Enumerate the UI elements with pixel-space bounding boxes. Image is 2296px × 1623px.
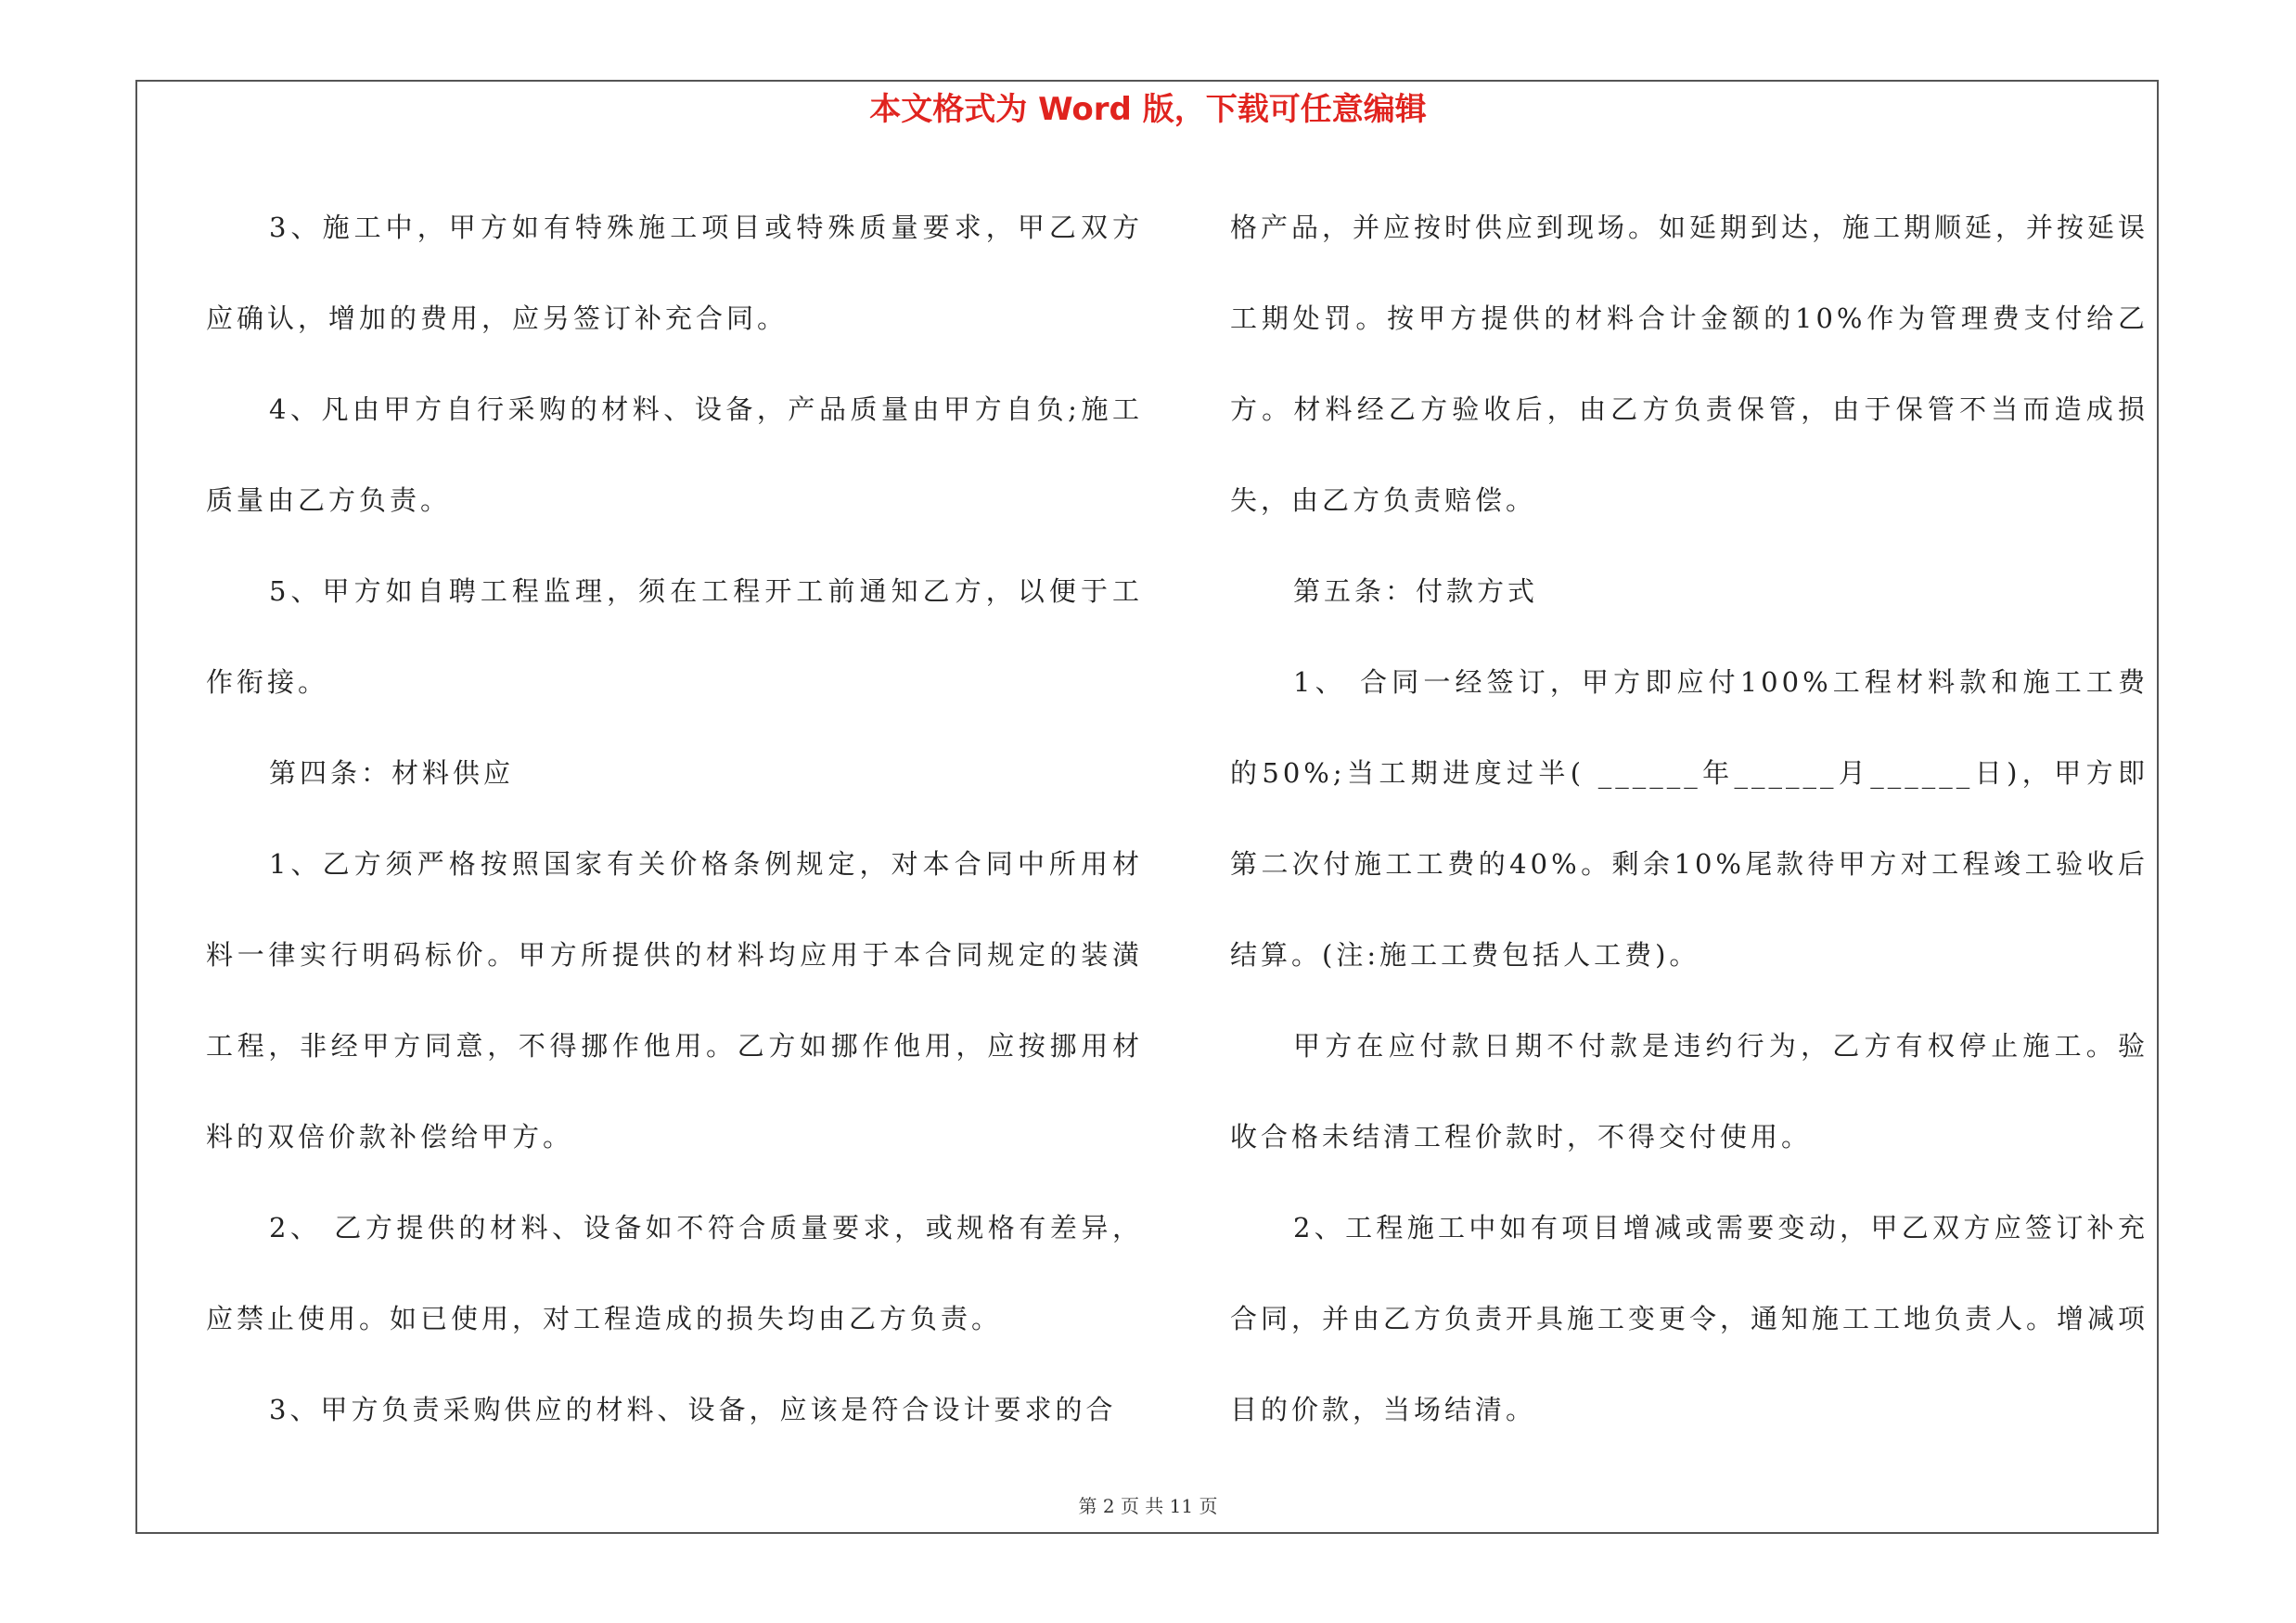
paragraph: 1、 合同一经签订，甲方即应付100%工程材料款和施工工费的50%;当工期进度过半( ______年______月______日)，甲方即第二次付施工工费的40%。剩余10%尾款待甲方对工程竣工验收后结算。(注:施工工费包括人工费)。: [1230, 666, 2148, 971]
paragraph: 1、乙方须严格按照国家有关价格条例规定，对本合同中所用材料一律实行明码标价。甲方所提供的材料均应用于本合同规定的装潢工程，非经甲方同意，不得挪作他用。乙方如挪作他用，应按挪用材料的双倍价款补偿给甲方。: [206, 848, 1143, 1153]
paragraph: 4、凡由甲方自行采购的材料、设备，产品质量由甲方自负;施工质量由乙方负责。: [206, 393, 1143, 516]
section-heading: 第四条：材料供应: [269, 757, 515, 789]
paragraph: 甲方在应付款日期不付款是违约行为，乙方有权停止施工。验收合格未结清工程价款时，不得交付使用。: [1230, 1030, 2148, 1153]
left-text-column: [206, 182, 1143, 1455]
paragraph: 3、施工中，甲方如有特殊施工项目或特殊质量要求，甲乙双方应确认，增加的费用，应另签订补充合同。: [206, 212, 1143, 334]
paragraph: 格产品，并应按时供应到现场。如延期到达，施工期顺延，并按延误工期处罚。按甲方提供的材料合计金额的10%作为管理费支付给乙方。材料经乙方验收后，由乙方负责保管，由于保管不当而造成损失，由乙方负责赔偿。: [1230, 212, 2149, 516]
section-heading: 第五条：付款方式: [1293, 575, 1539, 607]
paragraph: 5、甲方如自聘工程监理，须在工程开工前通知乙方，以便于工作衔接。: [206, 575, 1143, 698]
right-text-column: [1230, 182, 2148, 1455]
page-number-footer: 第 2 页 共 11 页: [1078, 1495, 1218, 1517]
paragraph: 2、工程施工中如有项目增减或需要变动，甲乙双方应签订补充合同，并由乙方负责开具施工变更令，通知施工工地负责人。增减项目的价款，当场结清。: [1230, 1212, 2149, 1425]
paragraph: 3、甲方负责采购供应的材料、设备，应该是符合设计要求的合: [269, 1394, 1117, 1425]
paragraph: 2、 乙方提供的材料、设备如不符合质量要求，或规格有差异，应禁止使用。如已使用，对工程造成的损失均由乙方负责。: [206, 1212, 1143, 1334]
word-format-banner: 本文格式为 Word 版，下载可任意编辑: [869, 91, 1427, 128]
